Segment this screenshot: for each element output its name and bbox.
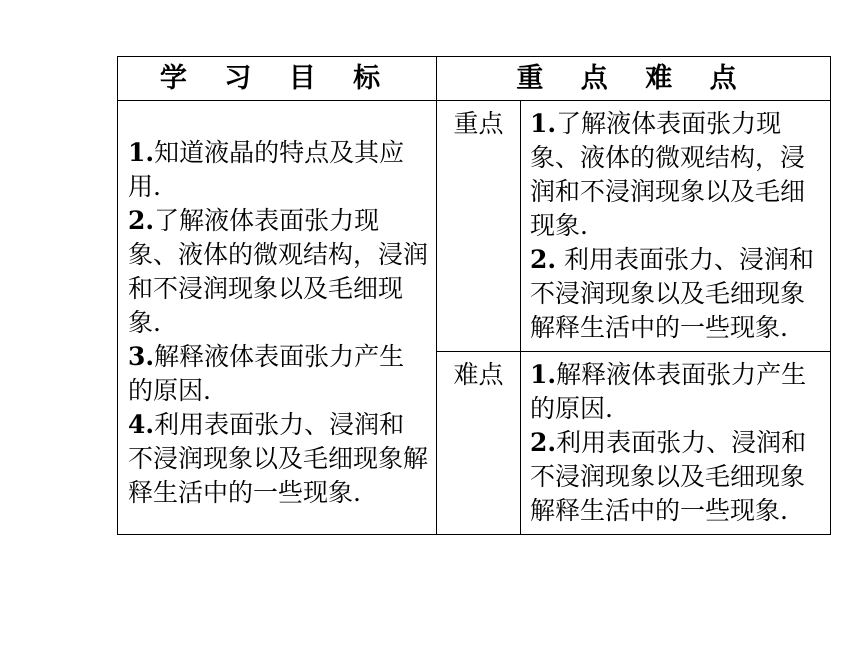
learning-goals-cell <box>118 101 437 535</box>
key-points-label: 重点 <box>437 101 521 352</box>
key-points-row <box>118 101 831 352</box>
goal-item: 2.了解液体表面张力现象、液体的微观结构，浸润和不浸润现象以及毛细现象. <box>128 205 429 337</box>
header-key-difficult-points: 重 点 难 点 <box>437 57 831 101</box>
difficult-point-item: 2.利用表面张力、浸润和不浸润现象以及毛细现象解释生活中的一些现象. <box>530 428 807 525</box>
difficult-point-item: 1.解释液体表面张力产生的原因. <box>530 360 807 423</box>
goal-item: 1.知道液晶的特点及其应用. <box>128 137 405 201</box>
key-point-item: 2. 利用表面张力、浸润和不浸润现象以及毛细现象解释生活中的一些现象. <box>530 245 815 342</box>
header-row <box>118 57 831 101</box>
goal-item: 4.利用表面张力、浸润和不浸润现象以及毛细现象解释生活中的一些现象. <box>128 409 429 507</box>
header-learning-goals: 学 习 目 标 <box>118 57 437 101</box>
objectives-table <box>117 56 831 535</box>
key-points-cell <box>521 101 831 352</box>
key-point-item: 1.了解液体表面张力现象、液体的微观结构，浸润和不浸润现象以及毛细现象. <box>530 109 806 240</box>
difficult-points-label: 难点 <box>437 352 521 535</box>
goal-item: 3.解释液体表面张力产生的原因. <box>128 341 405 405</box>
difficult-points-cell <box>521 352 831 535</box>
